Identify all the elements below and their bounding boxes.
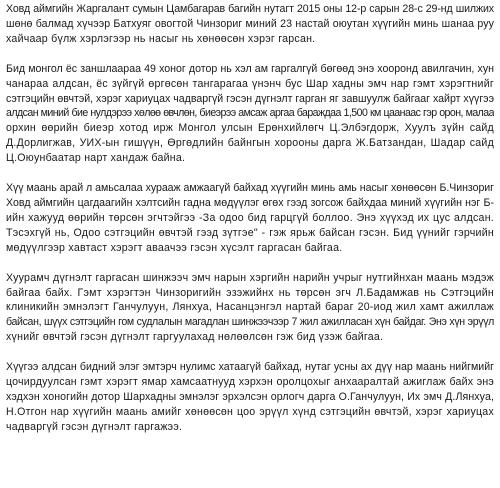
document-body [6, 2, 494, 450]
text-line: хайчаар бүлж хэрлэгээр нь насыг нь хөнөөсөн хэрэг гарсан. [6, 32, 316, 45]
text-line: шөнө балмад хүчээр Батхуяг овогтой Чинзориг миний 23 настай оюутан хүүгийн минь шанаа руу [6, 17, 494, 30]
paragraph-2 [6, 62, 494, 166]
text-line: сэтгэцийн өвчтэй, хэрэг хариуцах чадваргүй гэсэн дүгнэлт гарган яг завшуулж байгааг хайрт хүүгээ [6, 92, 494, 105]
text-line: Бид монгол ёс заншлаараа 49 хоног дотор нь хэл ам гаргалгүй бөгөөд энэ хооронд авилгачин, хун [6, 62, 494, 75]
text-line: Ц.Оюунбаатар нарт хандаж байна. [6, 152, 186, 165]
text-line: чанараа алдсан, ёс зүйгүй өргөсөн тангарагаа үнэнч бус Шар хадны эмч нар гэмт хэрэгтнийг [6, 77, 494, 90]
text-line: Ховд аймгийн цагдаагийн хэлтсийн гадна мөдүүлэг өгөх гээд зогсож байхдаа миний хүүгийн нэг Б- [6, 196, 494, 209]
paragraph-1 [6, 2, 494, 47]
text-line: алдсан миний бие нулдэрээ хөлөө өвчлөн, биеэрээ амсаж аргаа бараждаа 1,500 км цаанаас гэр орон, малаа [6, 107, 494, 120]
text-line: Д.Дорлигжав, УИХ-ын гишүүн, Өргөдлийн байнгын хорооны дарга Ж.Батзандан, Шадар сайд [6, 137, 494, 150]
text-line: ийн хажууд өөрийн төрсөн эгчтэйгээ -За одоо бид гарцгүй боллоо. Энэ хүүхэд их цус алдсан. [6, 211, 494, 224]
paragraph-3 [6, 181, 494, 256]
text-line: Хүүгээ алдсан бидний элэг эмтэрч нулимс хатаагүй байхад, нутаг усны ах дүү нар маань нийгмийг [6, 361, 494, 374]
paragraph-5 [6, 360, 494, 435]
text-line: клиникийн эмнэлэгт Ганчулуун, Лянхуа, Насанцэнгэл нартай бараг 20-иод жил хамт ажиллаж [6, 301, 494, 314]
text-line: Хуурамч дүгнэлт гаргасан шинжээч эмч нарын хэргийн нарийн учрыг нутгийнхан маань мэдэж [6, 271, 494, 284]
text-line: хэдхэн хоногийн дотор Шархадны эмнэлэг эрхэлсэн орлогч дарга О.Ганчулуун, Их эмч Д.Лянхуа, [6, 390, 494, 403]
text-line: Тэсэхгүй нь, Одоо сэтгэцийн өвчтэй гээд зүтгэе" - гэж ярьж байсан гэсэн. Бид үүнийг гэрчийн [6, 226, 494, 239]
text-line: цочирдуулсан гэмт хэрэгт ямар хамсаатнууд хэрхэн оролцохыг анхааралтай ажиглаж байх энэ [6, 376, 494, 389]
text-line: мөдүүлгээр хавтаст хэрэгт аваачээ гэсэн хүсэлт гаргасан байгаа. [6, 241, 343, 254]
text-line: Н.Отгон нар хүүгийн маань амийг хөнөөсөн цоо эрүүл хүнд сэтгэцийн өвчтэй, хэрэг хариуцах [6, 405, 494, 418]
text-line: Хүү маань арай л амьсалаа хурааж амжаагүй байхад хүүгийн минь амь насыг хөнөөсөн Б.Чинзориг [6, 182, 494, 195]
text-line: хүнийг өвчтэй гэсэн дүгнэлт гаргуулахад нөлөөлсөн гэж бид үзэж байгаа. [6, 331, 384, 344]
text-line: орхин өөрийн биеэр хотод ирж Монгол улсын Ерөнхийлөгч Ц.Элбэгдорж, Хуулъ зүйн сайд [6, 122, 494, 135]
text-line: байсан, шүүх сэтгэцийн гом судлалын магадлан шинжээчээр 7 жил ажилласан хүн байдаг. Энэ хүн эрүүл [6, 316, 494, 329]
text-line: байгаа байх. Гэмт хэрэгтэн Чинзоригийн эзэжийнх нь төрсөн эгч Л.Бадамжав нь Сэтгэцийн [6, 286, 494, 299]
text-line: чадваргүй гэсэн дүгнэлт гаргажээ. [6, 420, 183, 433]
paragraph-4 [6, 271, 494, 346]
text-line: Ховд аймгийн Жаргалант сумын Цамбагарав багийн нутагт 2015 оны 12-р сарын 28-с 29-нд шилжих [6, 3, 494, 15]
